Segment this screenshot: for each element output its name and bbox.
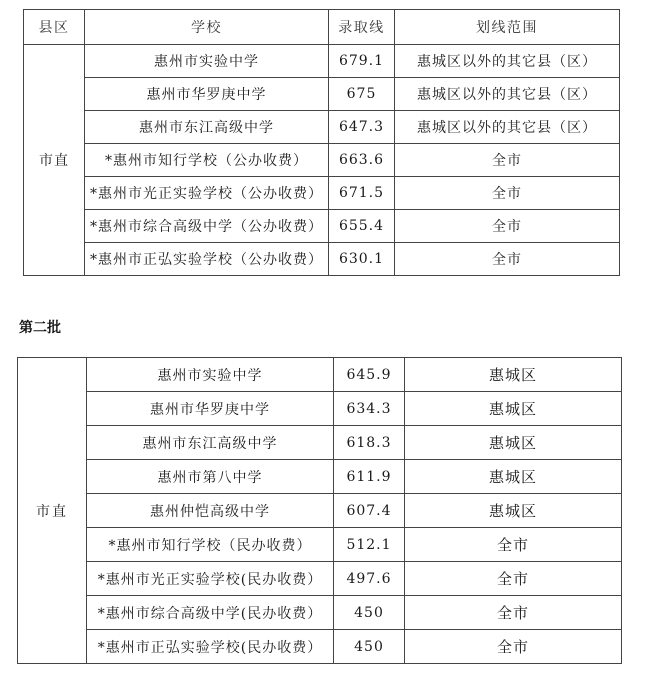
school-cell: *惠州市正弘实验学校(民办收费） <box>87 630 334 664</box>
table-row <box>18 494 622 528</box>
header-school: 学校 <box>85 10 329 45</box>
score-cell: 618.3 <box>334 426 405 460</box>
range-cell: 惠城区 <box>405 358 622 392</box>
range-cell: 全市 <box>405 596 622 630</box>
score-cell: 611.9 <box>334 460 405 494</box>
table-row <box>18 392 622 426</box>
school-cell: 惠州市第八中学 <box>87 460 334 494</box>
district-cell: 市直 <box>24 45 85 276</box>
table-row <box>24 144 620 177</box>
range-cell: 全市 <box>405 630 622 664</box>
table-row <box>24 111 620 144</box>
school-cell: 惠州市实验中学 <box>85 45 329 78</box>
range-cell: 全市 <box>395 177 620 210</box>
school-cell: 惠州市实验中学 <box>87 358 334 392</box>
school-cell: *惠州市光正实验学校(民办收费） <box>87 562 334 596</box>
school-cell: *惠州市综合高级中学(民办收费） <box>87 596 334 630</box>
table-row <box>18 358 622 392</box>
score-cell: 663.6 <box>329 144 395 177</box>
school-cell: *惠州市光正实验学校（公办收费） <box>85 177 329 210</box>
header-range: 划线范围 <box>395 10 620 45</box>
school-cell: *惠州市综合高级中学（公办收费） <box>85 210 329 243</box>
school-cell: 惠州仲恺高级中学 <box>87 494 334 528</box>
range-cell: 惠城区以外的其它县（区） <box>395 45 620 78</box>
score-cell: 497.6 <box>334 562 405 596</box>
table-row <box>18 426 622 460</box>
header-score: 录取线 <box>329 10 395 45</box>
table-row <box>18 596 622 630</box>
table-row <box>18 562 622 596</box>
range-cell: 惠城区 <box>405 494 622 528</box>
range-cell: 全市 <box>405 528 622 562</box>
table-row <box>18 460 622 494</box>
table-row <box>18 528 622 562</box>
score-cell: 679.1 <box>329 45 395 78</box>
school-cell: 惠州市东江高级中学 <box>85 111 329 144</box>
range-cell: 惠城区 <box>405 426 622 460</box>
score-cell: 671.5 <box>329 177 395 210</box>
batch2-table <box>17 357 622 664</box>
school-cell: 惠州市华罗庚中学 <box>85 78 329 111</box>
range-cell: 全市 <box>395 144 620 177</box>
score-cell: 450 <box>334 630 405 664</box>
range-cell: 全市 <box>395 210 620 243</box>
range-cell: 惠城区 <box>405 392 622 426</box>
range-cell: 惠城区以外的其它县（区） <box>395 78 620 111</box>
score-cell: 675 <box>329 78 395 111</box>
score-cell: 634.3 <box>334 392 405 426</box>
school-cell: 惠州市东江高级中学 <box>87 426 334 460</box>
district-cell: 市直 <box>18 358 87 664</box>
table-row <box>24 45 620 78</box>
section-title-batch2: 第二批 <box>19 320 61 336</box>
table-header-row <box>24 10 620 45</box>
batch1-table <box>23 9 620 276</box>
range-cell: 惠城区以外的其它县（区） <box>395 111 620 144</box>
score-cell: 630.1 <box>329 243 395 276</box>
score-cell: 647.3 <box>329 111 395 144</box>
school-cell: *惠州市知行学校（民办收费） <box>87 528 334 562</box>
range-cell: 惠城区 <box>405 460 622 494</box>
table-row <box>18 630 622 664</box>
score-cell: 512.1 <box>334 528 405 562</box>
school-cell: 惠州市华罗庚中学 <box>87 392 334 426</box>
score-cell: 607.4 <box>334 494 405 528</box>
table-row <box>24 210 620 243</box>
range-cell: 全市 <box>405 562 622 596</box>
range-cell: 全市 <box>395 243 620 276</box>
score-cell: 645.9 <box>334 358 405 392</box>
header-district: 县区 <box>24 10 85 45</box>
score-cell: 655.4 <box>329 210 395 243</box>
score-cell: 450 <box>334 596 405 630</box>
school-cell: *惠州市正弘实验学校（公办收费） <box>85 243 329 276</box>
table-row <box>24 78 620 111</box>
table-row <box>24 243 620 276</box>
school-cell: *惠州市知行学校（公办收费） <box>85 144 329 177</box>
table-row <box>24 177 620 210</box>
